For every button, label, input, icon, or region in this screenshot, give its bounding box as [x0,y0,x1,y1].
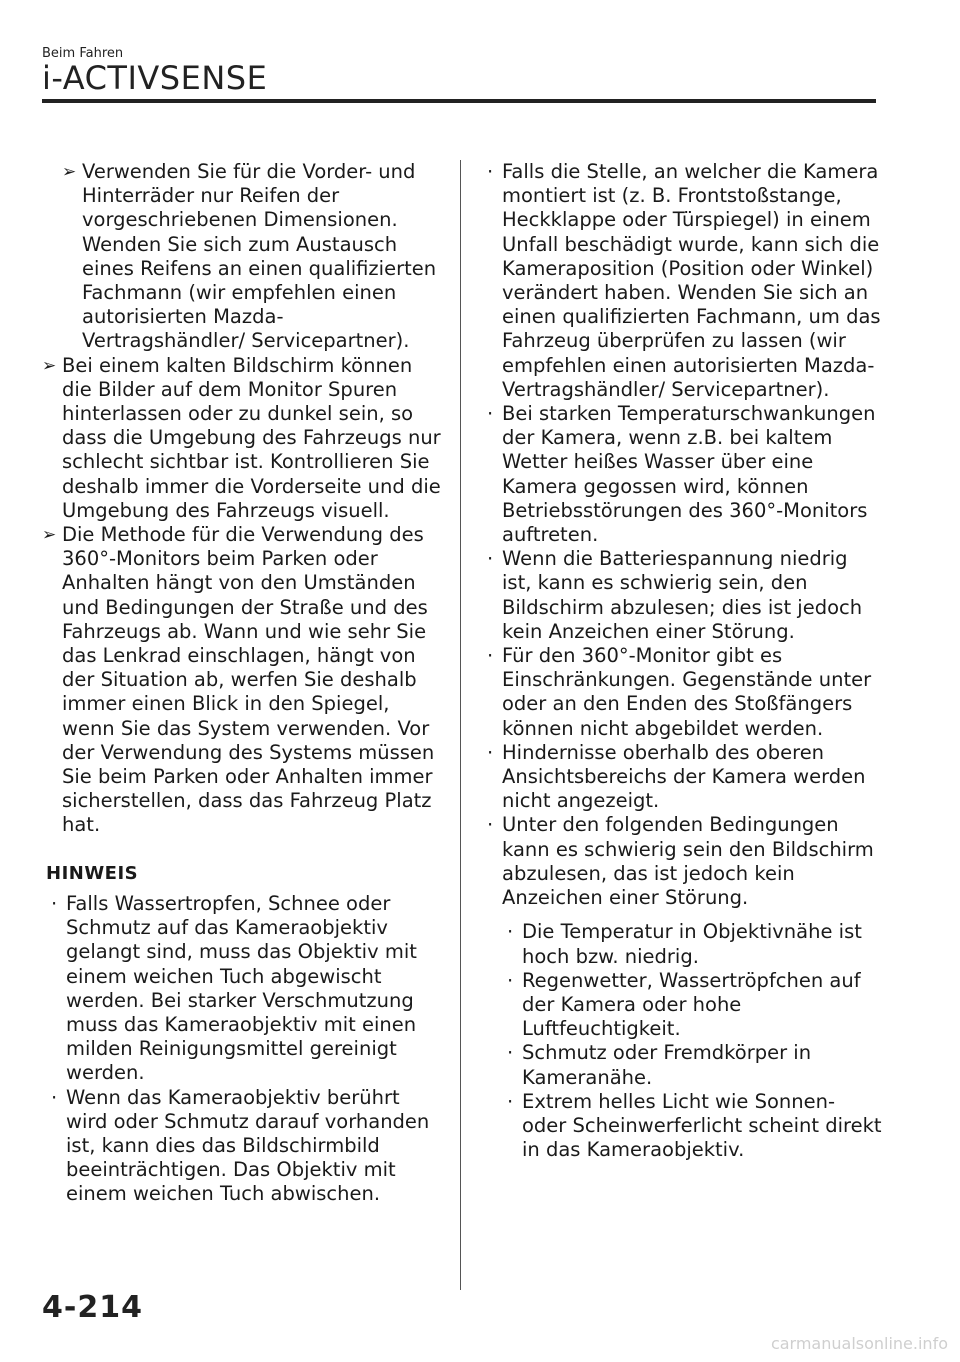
list-item [482,547,882,644]
list-item [62,160,442,354]
list-item-text: Die Temperatur in Objektivnähe ist hoch bzw. niedrig. [522,920,862,968]
list-item [46,892,442,1086]
list-item [482,813,882,910]
list-item-text: Bei starken Temperaturschwankungen der Kamera, wenn z.B. bei kaltem Wetter heißes Wasser über eine Kamera gegossen wird, können Betriebsstörungen des 360°-Monitors auftreten. [502,402,876,547]
dot-bullet-icon: · [487,740,494,764]
list-item-text: Bei einem kalten Bildschirm können die Bilder auf dem Monitor Spuren hinterlassen oder zu dunkel sein, so dass die Umgebung des Fahrzeugs nur schlecht sichtbar ist. Kontrollieren Sie deshalb immer die Vorderseite und die Umgebung des Fahrzeugs visuell. [62,353,441,522]
list-item-text: Schmutz oder Fremdkörper in Kameranähe. [522,1041,812,1089]
dot-bullet-icon: · [51,1085,58,1109]
watermark: carmanualsonline.info [770,1334,948,1353]
list-item-text: Verwenden Sie für die Vorder- und Hinterräder nur Reifen der vorgeschriebenen Dimensionen. Wenden Sie sich zum Austausch eines Reifens an einen qualifizierten Fachmann (wir empfehlen einen autorisierten Mazda-Vertragshändler/ Servicepartner). [82,160,437,353]
notice-list [46,892,442,1207]
list-item-text: Falls Wassertropfen, Schnee oder Schmutz auf das Kameraobjektiv gelangt sind, muss das Objektiv mit einem weichen Tuch abgewischt werden. Bei starker Verschmutzung muss das Kameraobjektiv mit einen milden Reinigungsmittel gereinigt werden. [66,891,417,1085]
sub-list-item [502,920,882,968]
list-item [46,1086,442,1207]
list-item-text: Wenn das Kameraobjektiv berührt wird oder Schmutz darauf vorhanden ist, kann dies das Bildschirmbild beeinträchtigen. Das Objektiv mit einem weichen Tuch abwischen. [66,1085,430,1206]
column-divider [460,160,461,1290]
list-item [42,354,442,523]
list-item-text: Unter den folgenden Bedingungen kann es schwierig sein den Bildschirm abzulesen, das ist jedoch kein Anzeichen einer Störung. [502,813,874,910]
arrow-bullet-icon: ➢ [62,162,77,182]
section-label: Beim Fahren [42,46,124,61]
list-item [482,741,882,814]
dot-bullet-icon: · [507,968,514,992]
arrow-bullet-icon: ➢ [42,355,57,376]
list-item-text: Extrem helles Licht wie Sonnen- oder Scheinwerferlicht scheint direkt in das Kameraobjektiv. [522,1089,882,1162]
list-item-text: Hindernisse oberhalb des oberen Ansichtsbereichs der Kamera werden nicht angezeigt. [502,740,866,813]
sub-list-item [502,1090,882,1163]
dot-bullet-icon: · [507,1089,514,1113]
dot-bullet-icon: · [487,160,494,183]
list-item [482,160,882,402]
dot-bullet-icon: · [487,547,494,571]
list-item-text: Falls die Stelle, an welcher die Kamera montiert ist (z. B. Frontstoßstange, Heckklappe oder Türspiegel) in einem Unfall beschädigt wurde, kann sich die Kameraposition (Position oder Winkel) verändert haben. Wenden Sie sich an einen qualifizierten Fachmann, um das Fahrzeug überprüfen zu lassen (wir empfehlen einen autorisierten Mazda-Vertragshändler/ Servicepartner). [502,160,881,401]
right-column [482,160,882,1162]
dot-bullet-icon: · [51,891,58,915]
dot-bullet-icon: · [507,920,514,944]
page-title: i-ACTIVSENSE [42,59,268,97]
list-item-text: Wenn die Batteriespannung niedrig ist, kann es schwierig sein, den Bildschirm abzulesen; dies ist jedoch kein Anzeichen einer Störung. [502,547,863,643]
left-column [42,160,442,1207]
sub-list-item [502,1041,882,1089]
dot-bullet-icon: · [487,402,494,426]
notice-heading: HINWEIS [46,862,139,884]
sub-list-item [502,969,882,1042]
arrow-bullet-icon: ➢ [42,525,57,546]
list-item-text: Für den 360°-Monitor gibt es Einschränkungen. Gegenstände unter oder an den Enden des Stoßfängers können nicht abgebildet werden. [502,644,872,740]
list-item [482,402,882,547]
sub-list [502,920,882,1162]
header-rule [42,99,876,103]
dot-bullet-icon: · [487,644,494,668]
dot-bullet-icon: · [507,1041,514,1065]
list-item [42,523,442,838]
list-item [482,644,882,741]
list-item-text: Die Methode für die Verwendung des 360°-Monitors beim Parken oder Anhalten hängt von den Umständen und Bedingungen der Straße und des Fahrzeugs ab. Wann und wie sehr Sie das Lenkrad einschlagen, hängt von der Situation ab, werfen Sie deshalb immer einen Blick in den Spiegel, wenn Sie das System verwenden. Vor der Verwendung des Systems müssen Sie beim Parken oder Anhalten immer sicherstellen, dass das Fahrzeug Platz hat. [62,523,435,837]
dot-bullet-icon: · [487,813,494,837]
page-number: 4-214 [42,1290,143,1325]
list-item-text: Regenwetter, Wassertröpfchen auf der Kamera oder hohe Luftfeuchtigkeit. [522,968,861,1041]
